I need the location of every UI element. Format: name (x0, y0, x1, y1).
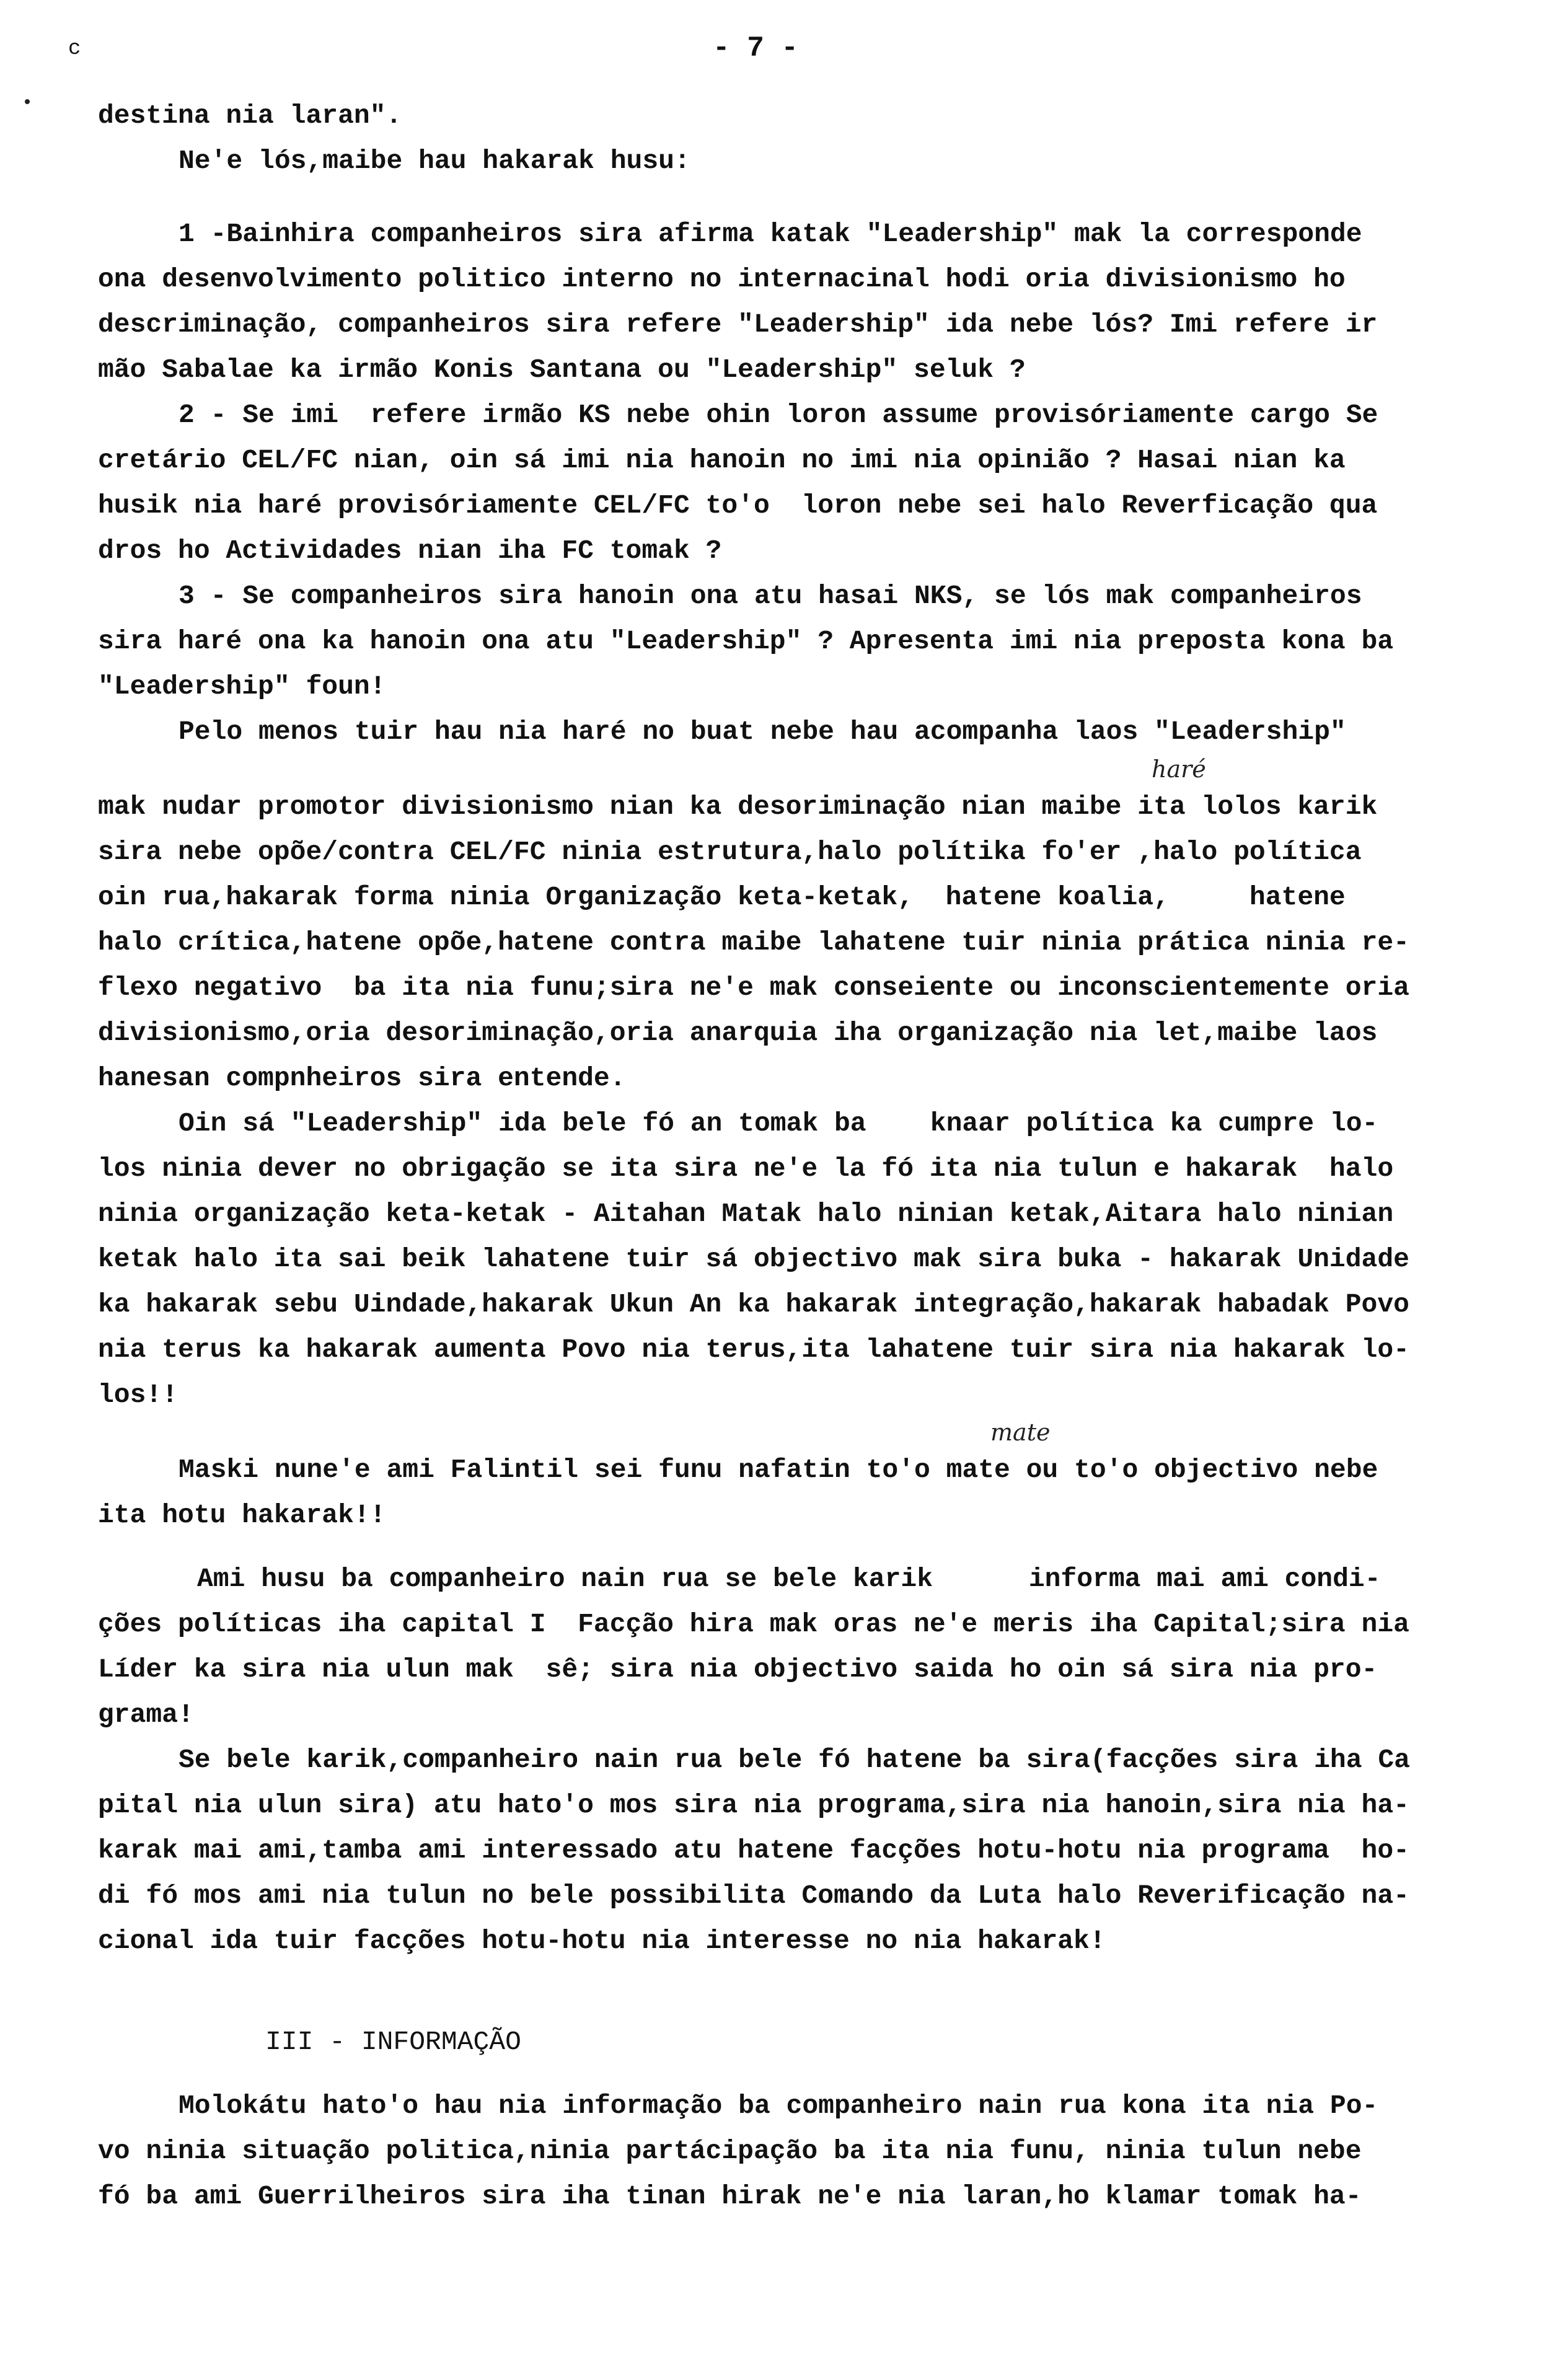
annotation-row (98, 754, 1523, 784)
text-line: pital nia ulun sira) atu hato'o mos sira nia programa,sira nia hanoin,sira nia ha- (98, 1790, 1409, 1820)
text-line: mão Sabalae ka irmão Konis Santana ou "Leadership" seluk ? (98, 355, 1026, 385)
text-line: Pelo menos tuir hau nia haré no buat nebe hau acompanha laos "Leadership" (178, 716, 1346, 747)
text-line: Maski nune'e ami Falintil sei funu nafatin to'o mate ou to'o objectivo nebe (178, 1455, 1378, 1485)
text-line: ninia organização keta-ketak - Aitahan Matak halo ninian ketak,Aitara halo ninian (98, 1199, 1394, 1229)
page-number: - 7 - (713, 32, 799, 64)
text-line: dros ho Actividades nian iha FC tomak ? (98, 536, 722, 566)
text-line: Se bele karik,companheiro nain rua bele fó hatene ba sira(facções sira iha Ca (178, 1745, 1410, 1775)
text-line: fó ba ami Guerrilheiros sira iha tinan hirak ne'e nia laran,ho klamar tomak ha- (98, 2181, 1362, 2211)
text-line: Molokátu hato'o hau nia informação ba companheiro nain rua kona ita nia Po- (178, 2091, 1378, 2121)
text-line: ka hakarak sebu Uindade,hakarak Ukun An ka hakarak integração,hakarak habadak Povo (98, 1289, 1409, 1320)
text-line: 1 -Bainhira companheiros sira afirma katak "Leadership" mak la corresponde (178, 219, 1362, 249)
text-line: destina nia laran". (98, 100, 402, 131)
text-line: divisionismo,oria desoriminação,oria anarquia iha organização nia let,maibe laos (98, 1018, 1378, 1048)
document-body (98, 93, 1523, 2219)
text-line: 2 - Se imi refere irmão KS nebe ohin loron assume provisóriamente cargo Se (178, 400, 1378, 430)
text-line: sira nebe opõe/contra CEL/FC ninia estrutura,halo polítika fo'er ,halo política (98, 837, 1362, 867)
section-heading: III - INFORMAÇÃO (265, 2027, 521, 2057)
text-line: descriminação, companheiros sira refere "Leadership" ida nebe lós? Imi refere ir (98, 309, 1378, 340)
corner-mark: c (68, 37, 81, 61)
text-line: hanesan compnheiros sira entende. (98, 1063, 626, 1093)
text-line: oin rua,hakarak forma ninia Organização keta-ketak, hatene koalia, hatene (98, 882, 1346, 912)
text-line: 3 - Se companheiros sira hanoin ona atu hasai NKS, se lós mak companheiros (178, 581, 1362, 611)
text-line: di fó mos ami nia tulun no bele possibilita Comando da Luta halo Reverificação na- (98, 1880, 1409, 1911)
text-line: cretário CEL/FC nian, oin sá imi nia hanoin no imi nia opinião ? Hasai nian ka (98, 445, 1346, 475)
text-line: halo crítica,hatene opõe,hatene contra maibe lahatene tuir ninia prática ninia re- (98, 927, 1409, 958)
text-line: nia terus ka hakarak aumenta Povo nia terus,ita lahatene tuir sira nia hakarak lo- (98, 1334, 1409, 1365)
ink-dot (25, 99, 30, 104)
text-line: Oin sá "Leadership" ida bele fó an tomak ba knaar política ka cumpre lo- (178, 1108, 1378, 1139)
annotation-row (98, 1417, 1523, 1447)
text-line: ona desenvolvimento politico interno no internacinal hodi oria divisionismo ho (98, 264, 1346, 294)
text-line: los ninia dever no obrigação se ita sira ne'e la fó ita nia tulun e hakarak halo (98, 1153, 1394, 1184)
text-line: Líder ka sira nia ulun mak sê; sira nia objectivo saida ho oin sá sira nia pro- (98, 1654, 1378, 1685)
text-line: ita hotu hakarak!! (98, 1500, 386, 1530)
text-line: Ne'e lós,maibe hau hakarak husu: (178, 146, 690, 176)
handwritten-annotation-hare: haré (1152, 756, 1206, 783)
text-line: mak nudar promotor divisionismo nian ka desoriminação nian maibe ita lolos karik (98, 791, 1378, 822)
text-line: grama! (98, 1699, 194, 1730)
handwritten-annotation-mate: mate (990, 1419, 1051, 1446)
text-line: flexo negativo ba ita nia funu;sira ne'e mak conseiente ou inconscientemente oria (98, 972, 1409, 1003)
text-line: Ami husu ba companheiro nain rua se bele karik informa mai ami condi- (197, 1564, 1381, 1594)
text-line: los!! (98, 1380, 178, 1410)
text-line: ções políticas iha capital I Facção hira mak oras ne'e meris iha Capital;sira nia (98, 1609, 1409, 1639)
text-line: husik nia haré provisóriamente CEL/FC to'o loron nebe sei halo Reverficação qua (98, 490, 1378, 521)
text-line: sira haré ona ka hanoin ona atu "Leadership" ? Apresenta imi nia preposta kona ba (98, 626, 1394, 656)
text-line: "Leadership" foun! (98, 671, 386, 702)
text-line: cional ida tuir facções hotu-hotu nia interesse no nia hakarak! (98, 1926, 1106, 1956)
text-line: vo ninia situação politica,ninia partácipação ba ita nia funu, ninia tulun nebe (98, 2136, 1362, 2166)
text-line: ketak halo ita sai beik lahatene tuir sá objectivo mak sira buka - hakarak Unidade (98, 1244, 1409, 1274)
text-line: karak mai ami,tamba ami interessado atu hatene facções hotu-hotu nia programa ho- (98, 1835, 1409, 1866)
